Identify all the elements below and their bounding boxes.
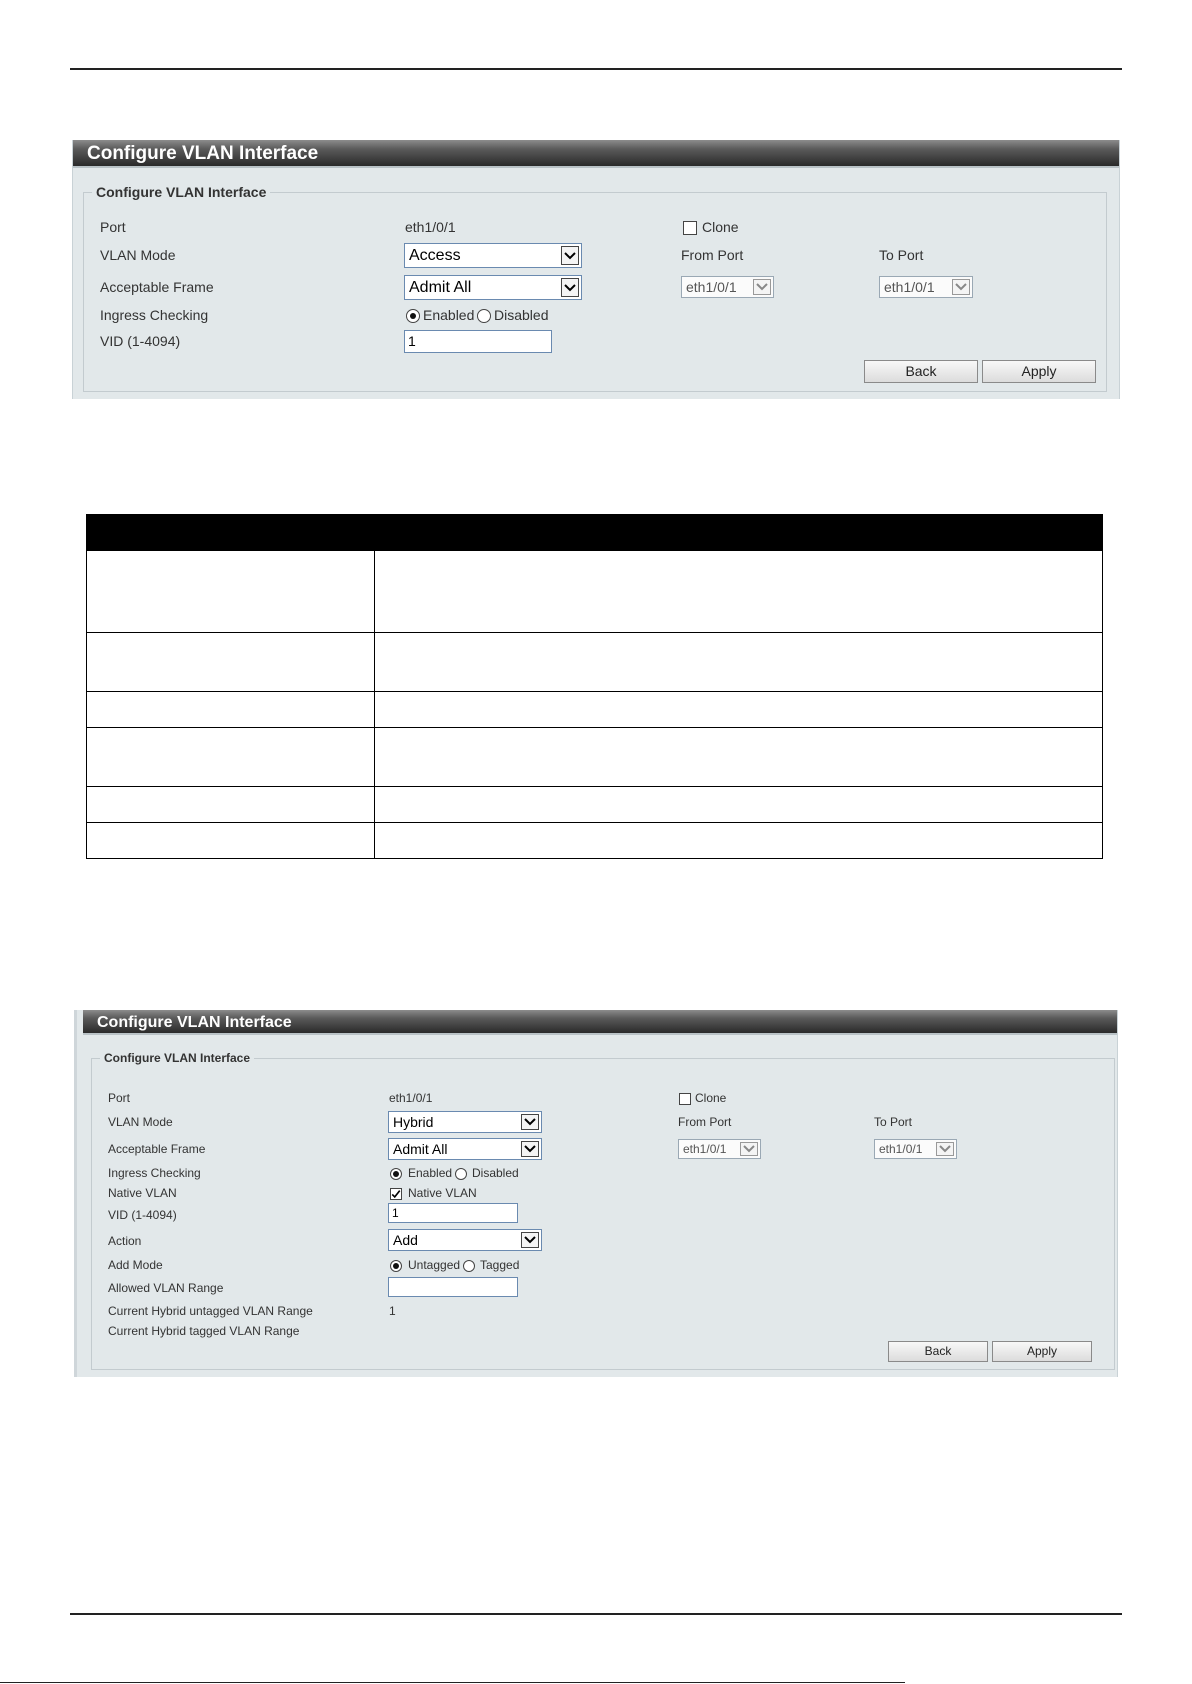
fieldset-legend: Configure VLAN Interface [100, 1051, 254, 1065]
add-mode-untagged-label: Untagged [408, 1258, 461, 1272]
allowed-vlan-range-input[interactable] [388, 1277, 518, 1297]
chevron-down-icon [740, 1142, 758, 1156]
to-port-label: To Port [879, 247, 924, 263]
table-cell [87, 787, 375, 823]
acceptable-frame-selected-value: Admit All [409, 279, 472, 296]
ingress-disabled-label: Disabled [472, 1166, 519, 1180]
add-mode-untagged-radio[interactable] [390, 1260, 402, 1272]
apply-button[interactable]: Apply [982, 360, 1096, 383]
footer-rule [70, 1613, 1122, 1615]
panel-title: Configure VLAN Interface [73, 140, 1119, 168]
from-port-select[interactable] [678, 1139, 761, 1159]
chevron-down-icon [521, 1114, 539, 1130]
from-port-selected-value: eth1/0/1 [683, 1142, 727, 1156]
vlan-mode-label: VLAN Mode [108, 1115, 173, 1129]
vid-label: VID (1-4094) [100, 333, 181, 349]
ingress-checking-label: Ingress Checking [108, 1166, 201, 1180]
chevron-down-icon [561, 278, 579, 297]
clone-label: Clone [702, 219, 739, 235]
chevron-down-icon [521, 1141, 539, 1157]
table-cell [87, 823, 375, 859]
table-cell [375, 728, 1103, 787]
table-header-row [87, 515, 1103, 551]
add-mode-tagged-label: Tagged [480, 1258, 520, 1272]
acceptable-frame-label: Acceptable Frame [100, 279, 214, 295]
table-cell [87, 692, 375, 728]
table-row [87, 551, 1103, 633]
acceptable-frame-selected-value: Admit All [393, 1141, 448, 1157]
current-hybrid-untagged-vlan-range-label: Current Hybrid untagged VLAN Range [108, 1304, 313, 1318]
footer-baseline [0, 1682, 905, 1683]
port-value: eth1/0/1 [405, 219, 456, 235]
table-cell [375, 823, 1103, 859]
back-button[interactable]: Back [888, 1341, 988, 1362]
native-vlan-checkbox[interactable] [390, 1188, 402, 1200]
action-label: Action [108, 1234, 142, 1248]
add-mode-tagged-radio[interactable] [463, 1260, 475, 1272]
action-select[interactable] [388, 1229, 542, 1251]
configure-vlan-interface-fieldset [83, 184, 1107, 392]
table-header-cell [87, 515, 375, 551]
native-vlan-check-label: Native VLAN [408, 1186, 477, 1200]
table-row [87, 728, 1103, 787]
chevron-down-icon [521, 1232, 539, 1248]
vlan-mode-selected-value: Hybrid [393, 1114, 434, 1130]
to-port-label: To Port [874, 1115, 913, 1129]
ingress-disabled-label: Disabled [494, 307, 549, 323]
vlan-mode-label: VLAN Mode [100, 247, 176, 263]
acceptable-frame-label: Acceptable Frame [108, 1142, 206, 1156]
chevron-down-icon [561, 246, 579, 265]
table-cell [375, 787, 1103, 823]
ingress-enabled-label: Enabled [408, 1166, 453, 1180]
clone-checkbox[interactable] [683, 221, 697, 235]
fieldset-legend: Configure VLAN Interface [92, 184, 270, 200]
port-value: eth1/0/1 [389, 1091, 433, 1105]
vid-input[interactable]: 1 [388, 1203, 518, 1223]
chevron-down-icon [936, 1142, 954, 1156]
table-row [87, 692, 1103, 728]
acceptable-frame-select[interactable] [388, 1138, 542, 1160]
clone-checkbox[interactable] [679, 1093, 691, 1105]
configure-vlan-interface-fieldset [91, 1051, 1115, 1370]
from-port-label: From Port [681, 247, 744, 263]
panel-title: Configure VLAN Interface [83, 1010, 1117, 1035]
configure-vlan-interface-panel-hybrid [74, 1010, 1118, 1377]
table-cell [375, 692, 1103, 728]
allowed-vlan-range-label: Allowed VLAN Range [108, 1281, 224, 1295]
to-port-selected-value: eth1/0/1 [884, 279, 935, 295]
native-vlan-label: Native VLAN [108, 1186, 177, 1200]
chevron-down-icon [753, 279, 771, 295]
to-port-select[interactable] [874, 1139, 957, 1159]
back-button[interactable]: Back [864, 360, 978, 383]
from-port-label: From Port [678, 1115, 732, 1129]
to-port-selected-value: eth1/0/1 [879, 1142, 923, 1156]
add-mode-label: Add Mode [108, 1258, 163, 1272]
checkmark-icon [391, 1189, 401, 1199]
port-label: Port [108, 1091, 131, 1105]
table-header-cell [375, 515, 1103, 551]
vid-input[interactable]: 1 [404, 330, 552, 353]
ingress-checking-label: Ingress Checking [100, 307, 209, 323]
table-row [87, 823, 1103, 859]
header-rule [70, 68, 1122, 70]
port-label: Port [100, 219, 126, 235]
current-hybrid-tagged-vlan-range-label: Current Hybrid tagged VLAN Range [108, 1324, 300, 1338]
action-selected-value: Add [393, 1232, 418, 1248]
parameter-description-table [86, 514, 1103, 859]
vid-label: VID (1-4094) [108, 1208, 177, 1222]
chevron-down-icon [952, 279, 970, 295]
vlan-mode-select[interactable] [404, 243, 582, 268]
table-cell [87, 728, 375, 787]
table-row [87, 787, 1103, 823]
acceptable-frame-select[interactable] [404, 275, 582, 300]
vlan-mode-selected-value: Access [409, 247, 461, 264]
table-row [87, 633, 1103, 692]
ingress-disabled-radio[interactable] [477, 309, 491, 323]
table-cell [87, 551, 375, 633]
ingress-enabled-radio[interactable] [406, 309, 420, 323]
vlan-mode-select[interactable] [388, 1111, 542, 1133]
from-port-select[interactable] [681, 276, 774, 298]
table-cell [375, 551, 1103, 633]
table-cell [375, 633, 1103, 692]
ingress-disabled-radio[interactable] [455, 1168, 467, 1180]
apply-button[interactable]: Apply [992, 1341, 1092, 1362]
configure-vlan-interface-panel-access [72, 140, 1120, 399]
clone-label: Clone [695, 1091, 727, 1105]
ingress-enabled-radio[interactable] [390, 1168, 402, 1180]
to-port-select[interactable] [879, 276, 973, 298]
ingress-enabled-label: Enabled [423, 307, 475, 323]
current-hybrid-untagged-vlan-range-value: 1 [389, 1304, 396, 1318]
table-cell [87, 633, 375, 692]
from-port-selected-value: eth1/0/1 [686, 279, 737, 295]
